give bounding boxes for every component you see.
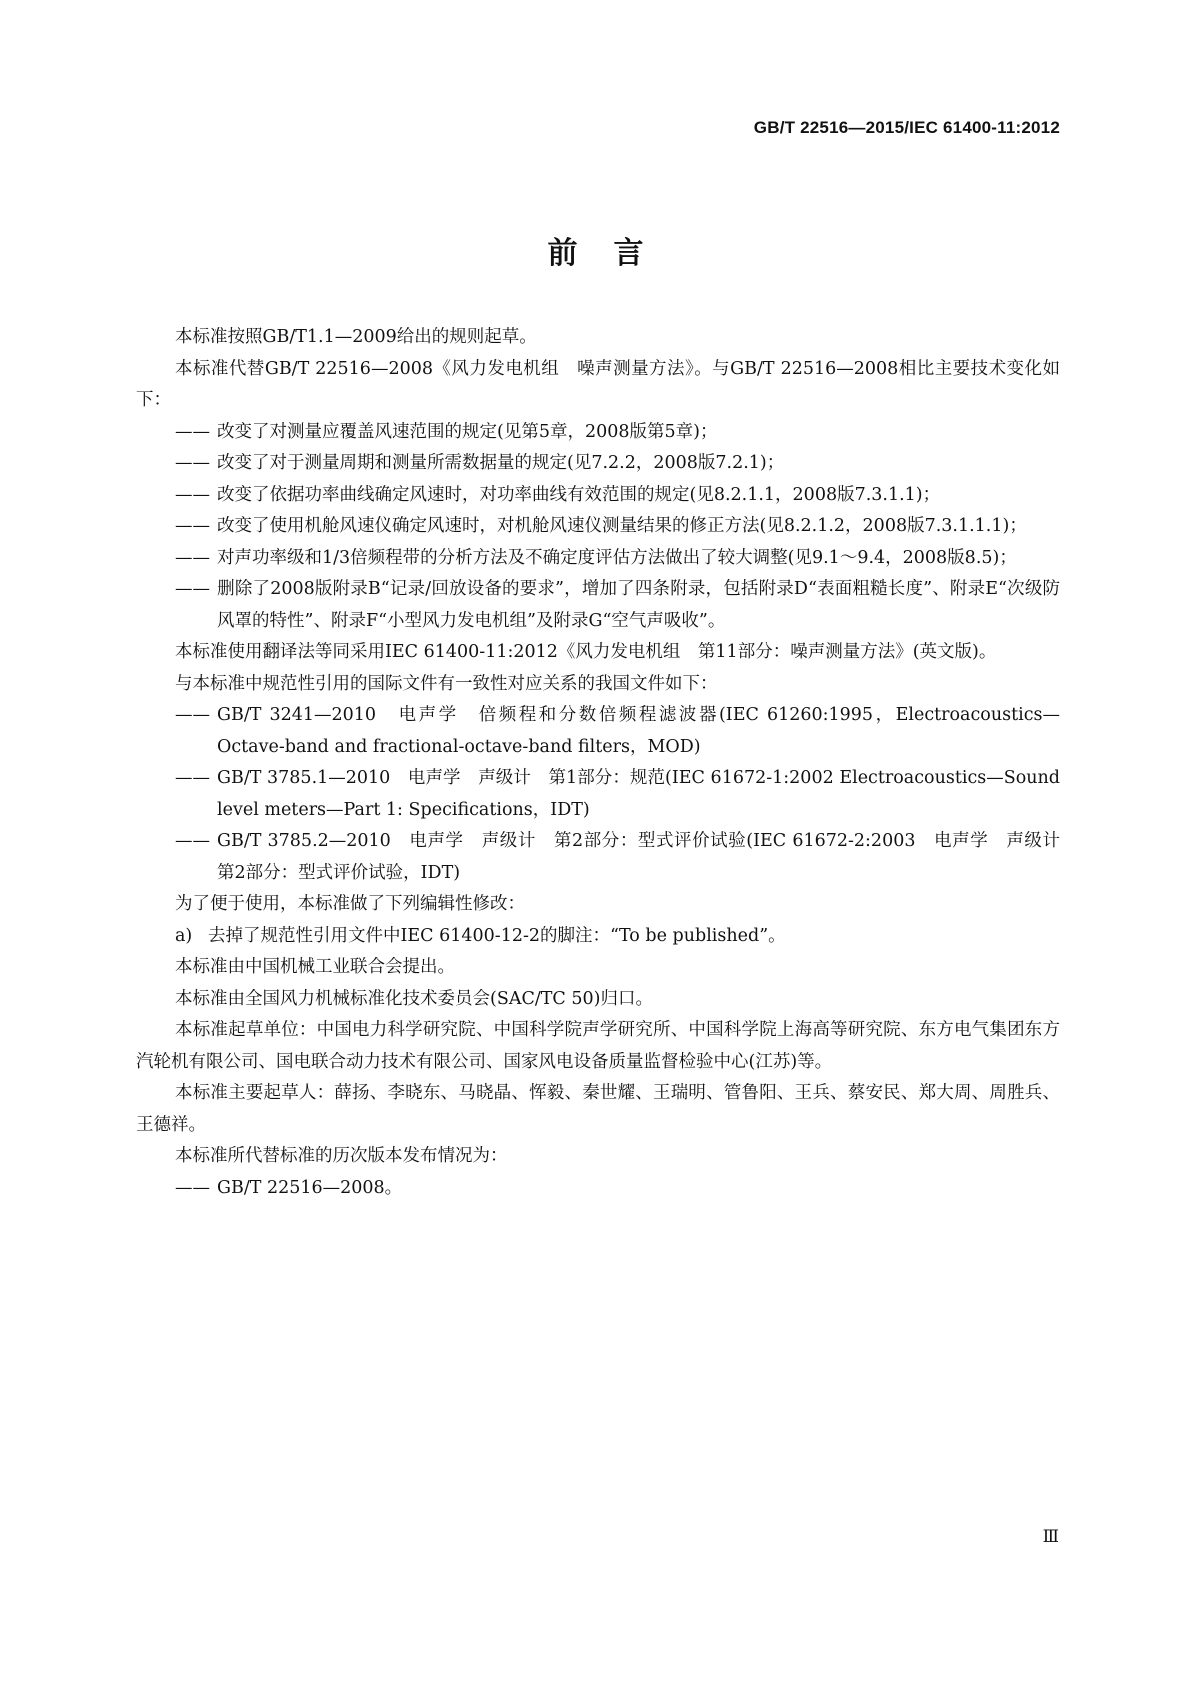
paragraph-drafters: 本标准主要起草人：薛扬、李晓东、马晓晶、恽毅、秦世耀、王瑞明、管鲁阳、王兵、蔡安民、郑大周、周胜兵、王德祥。	[136, 1083, 1060, 1135]
dash-mark: ——	[175, 705, 210, 725]
editorial-label: a)	[175, 925, 193, 946]
change-item	[136, 448, 1060, 480]
paragraph-history-intro: 本标准所代替标准的历次版本发布情况为：	[175, 1146, 508, 1166]
editorial-text: 去掉了规范性引用文件中IEC 61400-12-2的脚注：“To be published”。	[208, 925, 786, 946]
preface-body	[136, 322, 1078, 1204]
dash-mark: ——	[175, 484, 210, 505]
reference-item	[136, 763, 1060, 826]
paragraph-editorial-intro: 为了便于使用，本标准做了下列编辑性修改：	[175, 894, 525, 914]
paragraph-proposer: 本标准由中国机械工业联合会提出。	[175, 957, 455, 977]
change-item	[136, 417, 1060, 449]
paragraph-drafting-units: 本标准起草单位：中国电力科学研究院、中国科学院声学研究所、中国科学院上海高等研究院、东方电气集团东方汽轮机有限公司、国电联合动力技术有限公司、国家风电设备质量监督检验中心(江苏)等。	[136, 1020, 1060, 1072]
dash-mark: ——	[175, 768, 210, 788]
change-text: 改变了对于测量周期和测量所需数据量的规定(见7.2.2，2008版7.2.1)；	[217, 453, 785, 473]
history-item	[136, 1173, 1060, 1205]
change-text: 对声功率级和1/3倍频程带的分析方法及不确定度评估方法做出了较大调整(见9.1～9.4，2008版8.5)；	[217, 547, 1017, 568]
dash-mark: ——	[175, 453, 210, 473]
paragraph-drafting-rules: 本标准按照GB/T1.1—2009给出的规则起草。	[175, 327, 537, 347]
change-item	[136, 574, 1060, 637]
dash-mark: ——	[175, 579, 210, 599]
change-item	[136, 511, 1060, 543]
reference-item	[136, 700, 1060, 763]
editorial-item	[136, 921, 1060, 953]
dash-mark: ——	[175, 831, 210, 851]
paragraph-replacement: 本标准代替GB/T 22516—2008《风力发电机组 噪声测量方法》。与GB/T 22516—2008相比主要技术变化如下：	[136, 358, 1060, 410]
change-item	[136, 543, 1060, 575]
change-item	[136, 480, 1060, 512]
dash-mark: ——	[175, 421, 210, 442]
reference-item	[136, 826, 1078, 889]
change-text: 删除了2008版附录B“记录/回放设备的要求”，增加了四条附录，包括附录D“表面粗糙长度”、附录E“次级防风罩的特性”、附录F“小型风力发电机组”及附录G“空气声吸收”。	[217, 579, 1060, 631]
standard-code-header: GB/T 22516—2015/IEC 61400-11:2012	[753, 118, 1060, 137]
page-title: 前言	[547, 236, 680, 271]
reference-text: GB/T 3241—2010 电声学 倍频程和分数倍频程滤波器(IEC 61260:1995，Electroacoustics—Octave-band and fractional-octave-band filters，MOD)	[217, 705, 1060, 757]
page-number: Ⅲ	[1042, 1527, 1059, 1547]
paragraph-committee: 本标准由全国风力机械标准化技术委员会(SAC/TC 50)归口。	[175, 988, 653, 1009]
reference-text: GB/T 3785.2—2010 电声学 声级计 第2部分：型式评价试验(IEC 61672-2:2003 电声学 声级计 第2部分：型式评价试验，IDT)	[217, 831, 1078, 883]
dash-mark: ——	[175, 1177, 210, 1198]
change-text: 改变了使用机舱风速仪确定风速时，对机舱风速仪测量结果的修正方法(见8.2.1.2，2008版7.3.1.1.1)；	[217, 516, 1027, 536]
change-text: 改变了对测量应覆盖风速范围的规定(见第5章，2008版第5章)；	[217, 421, 718, 442]
change-text: 改变了依据功率曲线确定风速时，对功率曲线有效范围的规定(见8.2.1.1，2008版7.3.1.1)；	[217, 484, 941, 505]
reference-text: GB/T 3785.1—2010 电声学 声级计 第1部分：规范(IEC 61672-1:2002 Electroacoustics—Sound level meters—Part 1: Specifications，IDT)	[217, 768, 1060, 820]
history-text: GB/T 22516—2008。	[217, 1177, 403, 1198]
dash-mark: ——	[175, 516, 210, 536]
paragraph-references-intro: 与本标准中规范性引用的国际文件有一致性对应关系的我国文件如下：	[175, 673, 718, 694]
paragraph-adoption: 本标准使用翻译法等同采用IEC 61400-11:2012《风力发电机组 第11部分：噪声测量方法》(英文版)。	[175, 642, 997, 662]
dash-mark: ——	[175, 547, 210, 568]
